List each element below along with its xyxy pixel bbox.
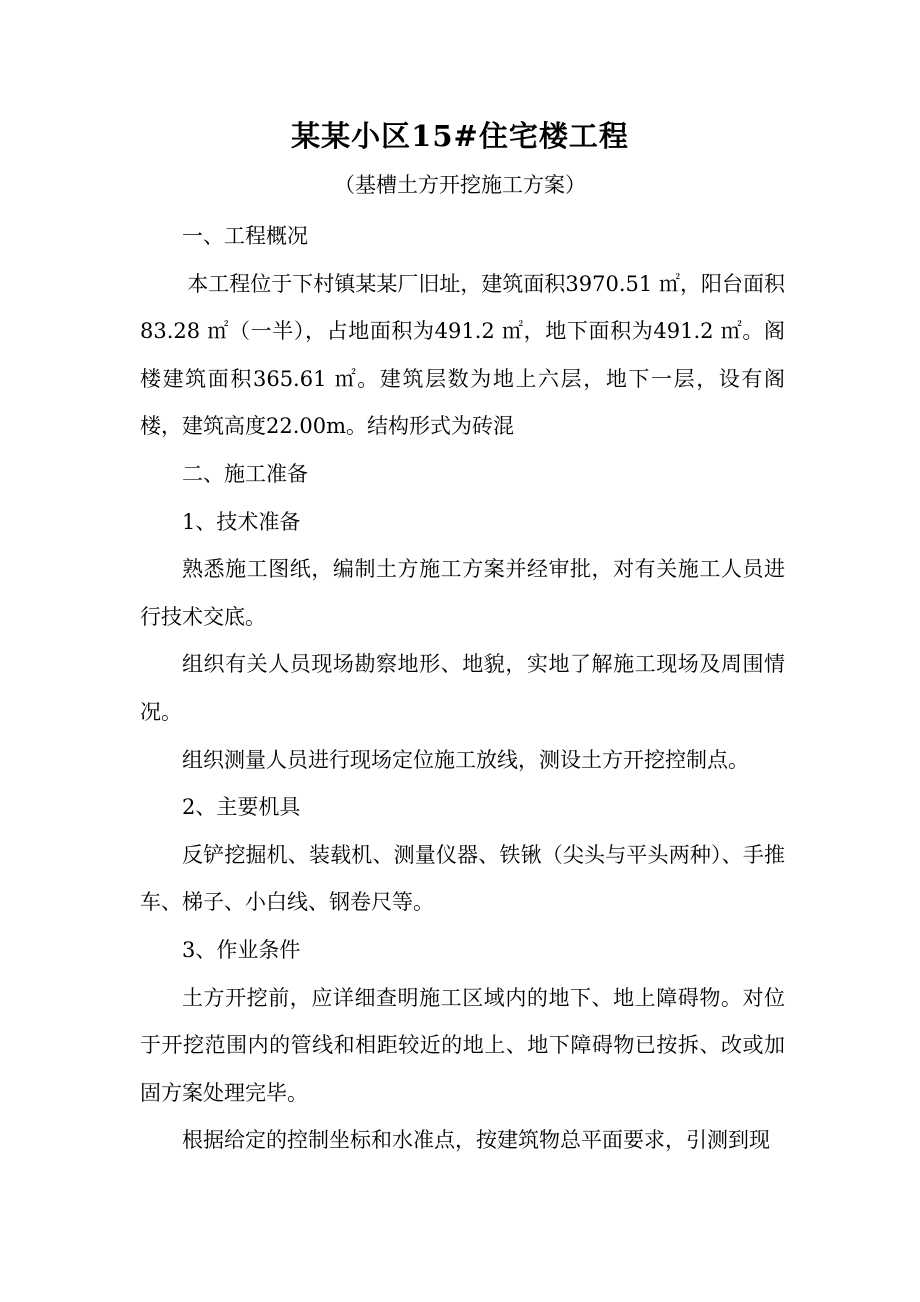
subsection-heading-conditions: 3、作业条件: [182, 937, 301, 962]
section-heading-overview: 一、工程概况: [182, 224, 308, 248]
document-body: [140, 213, 785, 1165]
section-heading-preparation: 二、施工准备: [182, 461, 308, 486]
paragraph-obstacles: 土方开挖前，应详细查明施工区域内的地下、地上障碍物。对位于开挖范围内的管线和相距较近的地上、地下障碍物已按拆、改或加固方案处理完毕。: [140, 985, 785, 1105]
paragraph-setting-out: 组织测量人员进行现场定位施工放线，测设土方开挖控制点。: [182, 747, 749, 772]
paragraph-project-overview: 本工程位于下村镇某某厂旧址，建筑面积3970.51 ㎡，阳台面积83.28 ㎡（一半），占地面积为491.2 ㎡，地下面积为491.2 ㎡。阁楼建筑面积365.61 ㎡。建筑层数为地上六层，地下一层，设有阁楼，建筑高度22.00m。结构形式为砖混: [140, 271, 785, 439]
paragraph-drawings: 熟悉施工图纸，编制土方施工方案并经审批，对有关施工人员进行技术交底。: [140, 557, 785, 629]
subsection-heading-technical: 1、技术准备: [182, 509, 301, 534]
subsection-heading-machinery: 2、主要机具: [182, 795, 301, 820]
paragraph-control-points: 根据给定的控制坐标和水准点，按建筑物总平面要求，引测到现: [182, 1128, 770, 1153]
document-subtitle: （基槽土方开挖施工方案）: [334, 173, 586, 197]
paragraph-site-survey: 组织有关人员现场勘察地形、地貌，实地了解施工现场及周围情况。: [140, 652, 785, 724]
document-title: 某某小区15#住宅楼工程: [291, 119, 629, 153]
paragraph-machinery-list: 反铲挖掘机、装载机、测量仪器、铁锹（尖头与平头两种）、手推车、梯子、小白线、钢卷尺等。: [140, 842, 785, 915]
